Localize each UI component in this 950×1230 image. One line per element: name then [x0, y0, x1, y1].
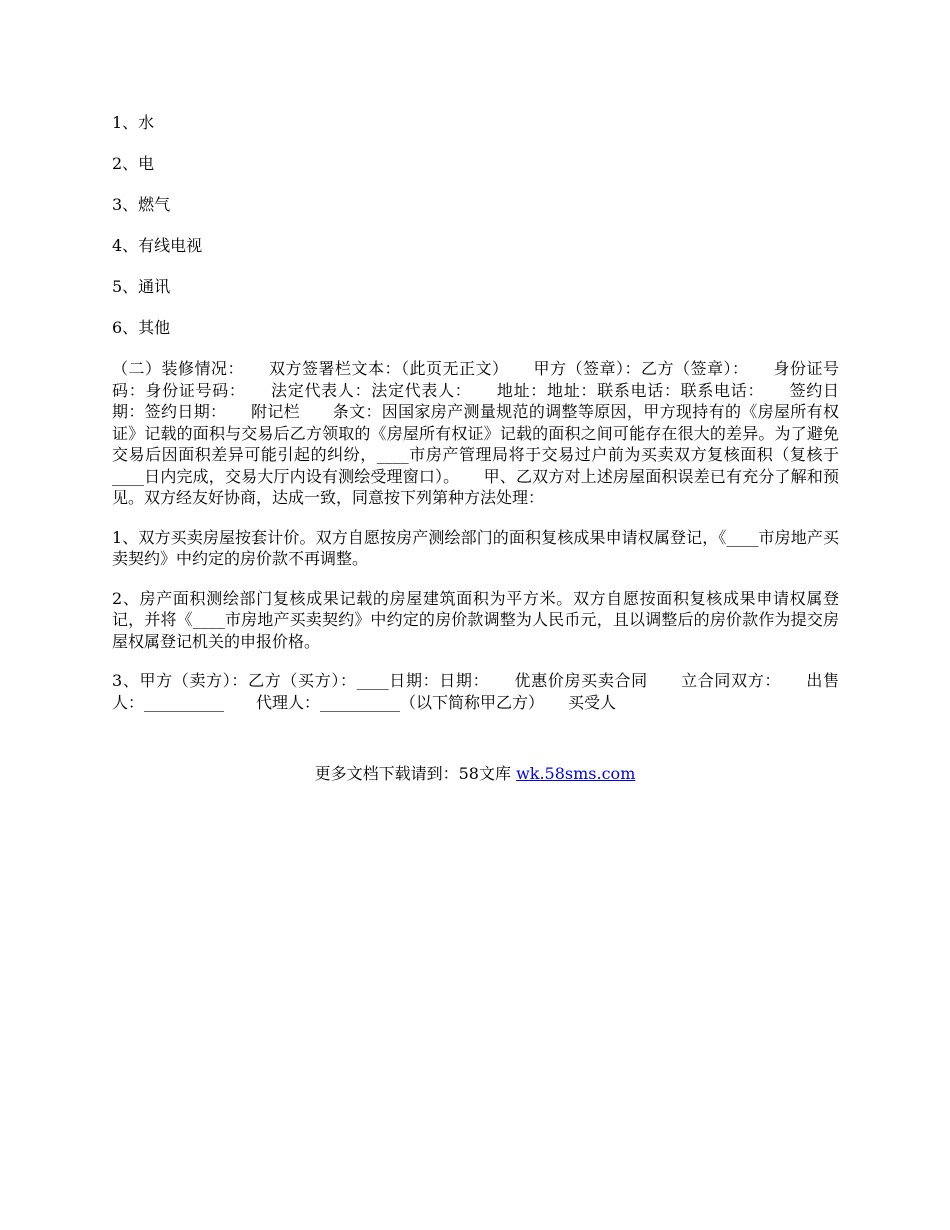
footer-link[interactable]: wk.58sms.com	[516, 764, 636, 783]
utility-item-other: 6、其他	[112, 318, 171, 337]
renovation-and-area-clause: （二）装修情况： 双方签署栏文本：（此页无正文） 甲方（签章）：乙方（签章）： 身份证号码：身份证号码： 法定代表人：法定代表人： 地址：地址：联系电话：联系电话： 签约日期：签约日期： 附记栏 条文：因国家房产测量规范的调整等原因，甲方现持有的《房屋所有权证》记载的面积与交易后乙方领取的《房屋所有权证》记载的面积之间可能存在很大的差异。为了避免交易后因面积差异可能引起的纠纷，____市房产管理局将于交易过户前为买卖双方复核面积（复核于____日内完成，交易大厅内设有测绘受理窗口）。 甲、乙双方对上述房屋面积误差已有充分了解和预见。双方经友好协商，达成一致，同意按下列第种方法处理：	[112, 359, 839, 507]
footer-text: 更多文档下载请到：58文库	[314, 764, 517, 783]
utility-item-water: 1、水	[112, 113, 155, 132]
option-2-paragraph: 2、房产面积测绘部门复核成果记载的房屋建筑面积为平方米。双方自愿按面积复核成果申请权属登记，并将《____市房地产买卖契约》中约定的房价款调整为人民币元，且以调整后的房价款作为提交房屋权属登记机关的申报价格。	[112, 588, 839, 651]
utility-item-gas: 3、燃气	[112, 195, 171, 214]
utility-item-cable-tv: 4、有线电视	[112, 236, 203, 255]
utility-item-telecom: 5、通讯	[112, 277, 171, 296]
option-3-paragraph: 3、甲方（卖方）：乙方（买方）：____日期：日期： 优惠价房买卖合同 立合同双方： 出售人：__________ 代理人：__________（以下简称甲乙方） 买受人	[112, 671, 839, 712]
document-body	[112, 112, 839, 731]
footer	[0, 763, 950, 784]
option-1-paragraph: 1、双方买卖房屋按套计价。双方自愿按房产测绘部门的面积复核成果申请权属登记，《____市房地产买卖契约》中约定的房价款不再调整。	[112, 527, 839, 568]
utility-item-electricity: 2、电	[112, 154, 155, 173]
